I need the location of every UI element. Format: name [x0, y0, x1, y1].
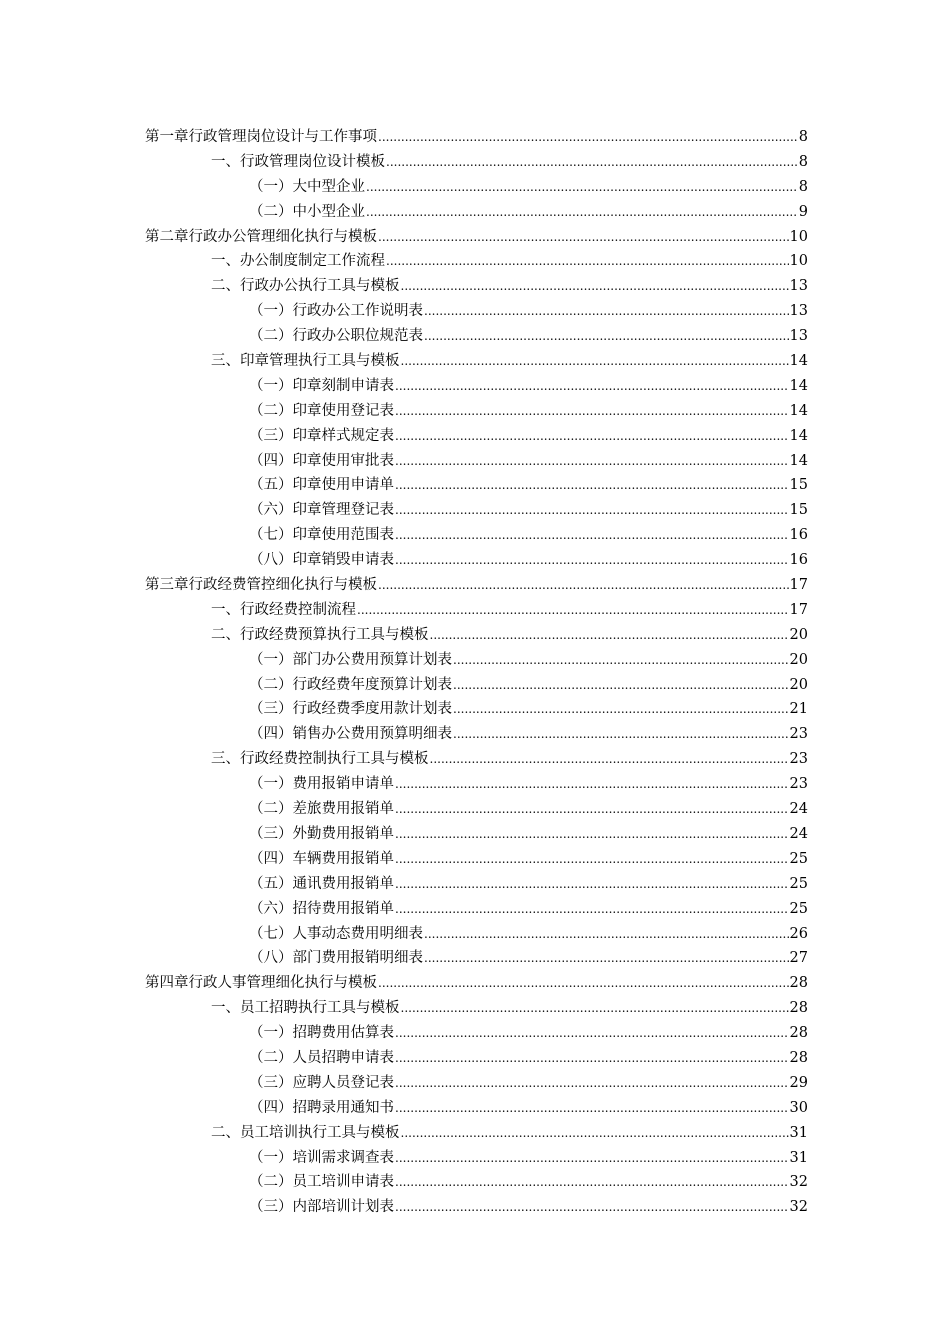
- toc-dot-leader: [378, 573, 789, 598]
- toc-chapter-number: 第一章: [145, 129, 189, 145]
- toc-entry-title: （三）内部培训计划表: [249, 1199, 394, 1216]
- toc-entry-title: （六）印章管理登记表: [249, 502, 394, 519]
- toc-subsection-entry[interactable]: [145, 772, 808, 797]
- toc-entry-title: （八）印章销毁申请表: [249, 552, 394, 569]
- toc-dot-leader: [453, 648, 789, 673]
- toc-dot-leader: [395, 449, 789, 474]
- toc-page-number: 28: [789, 1000, 808, 1017]
- toc-section-entry[interactable]: [145, 274, 808, 299]
- toc-entry-title: 行政人事管理细化执行与模板: [188, 975, 377, 992]
- toc-entry-title: （一）大中型企业: [249, 178, 365, 195]
- toc-subsection-entry[interactable]: [145, 548, 808, 573]
- toc-dot-leader: [395, 523, 789, 548]
- toc-page-number: 20: [789, 626, 808, 643]
- toc-dot-leader: [395, 1170, 789, 1195]
- toc-subsection-entry[interactable]: [145, 872, 808, 897]
- toc-section-entry[interactable]: [145, 150, 808, 175]
- toc-chapter-entry[interactable]: [145, 225, 808, 250]
- toc-chapter-number: 第四章: [145, 975, 189, 992]
- toc-page-number: 10: [789, 228, 808, 245]
- toc-entry-title: （二）中小型企业: [249, 203, 365, 220]
- toc-section-entry[interactable]: [145, 996, 808, 1021]
- toc-dot-leader: [395, 424, 789, 449]
- toc-dot-leader: [378, 125, 798, 150]
- table-of-contents: [145, 125, 808, 1220]
- toc-page-number: 14: [789, 377, 808, 394]
- toc-entry-title: （二）人员招聘申请表: [249, 1049, 394, 1066]
- toc-entry-title: （三）行政经费季度用款计划表: [249, 701, 452, 718]
- toc-dot-leader: [401, 274, 789, 299]
- toc-dot-leader: [401, 996, 789, 1021]
- toc-page-number: 31: [789, 1124, 808, 1141]
- toc-dot-leader: [395, 897, 789, 922]
- toc-page-number: 20: [789, 651, 808, 668]
- toc-page-number: 28: [789, 1049, 808, 1066]
- toc-chapter-entry[interactable]: [145, 125, 808, 150]
- toc-chapter-entry[interactable]: [145, 971, 808, 996]
- toc-entry-title: （二）行政办公职位规范表: [249, 328, 423, 345]
- toc-entry-title: （一）部门办公费用预算计划表: [249, 651, 452, 668]
- toc-page-number: 15: [789, 502, 808, 519]
- toc-page-number: 13: [789, 328, 808, 345]
- toc-dot-leader: [395, 498, 789, 523]
- toc-subsection-entry[interactable]: [145, 424, 808, 449]
- toc-subsection-entry[interactable]: [145, 822, 808, 847]
- toc-entry-title: 一、员工招聘执行工具与模板: [211, 1000, 400, 1017]
- toc-subsection-entry[interactable]: [145, 847, 808, 872]
- toc-dot-leader: [424, 946, 789, 971]
- toc-page-number: 26: [789, 925, 808, 942]
- toc-page-number: 13: [789, 278, 808, 295]
- toc-section-entry[interactable]: [145, 747, 808, 772]
- toc-dot-leader: [366, 175, 798, 200]
- toc-dot-leader: [395, 548, 789, 573]
- toc-dot-leader: [378, 971, 789, 996]
- toc-page-number: 8: [798, 129, 808, 145]
- toc-subsection-entry[interactable]: [145, 648, 808, 673]
- toc-page-number: 24: [789, 801, 808, 818]
- toc-subsection-entry[interactable]: [145, 922, 808, 947]
- toc-page-number: 27: [789, 950, 808, 967]
- toc-dot-leader: [424, 324, 789, 349]
- toc-subsection-entry[interactable]: [145, 1195, 808, 1220]
- toc-subsection-entry[interactable]: [145, 1170, 808, 1195]
- toc-page-number: 8: [798, 153, 808, 170]
- toc-entry-title: （二）行政经费年度预算计划表: [249, 676, 452, 693]
- toc-page-number: 8: [798, 178, 808, 195]
- toc-page-number: 14: [789, 353, 808, 370]
- toc-page-number: 30: [789, 1099, 808, 1116]
- toc-entry-title: （五）印章使用申请单: [249, 477, 394, 494]
- toc-subsection-entry[interactable]: [145, 1046, 808, 1071]
- toc-dot-leader: [401, 349, 789, 374]
- toc-dot-leader: [430, 623, 789, 648]
- toc-page-number: 14: [789, 402, 808, 419]
- toc-dot-leader: [401, 1121, 789, 1146]
- toc-page-number: 9: [798, 203, 808, 220]
- toc-subsection-entry[interactable]: [145, 374, 808, 399]
- toc-page-number: 25: [789, 850, 808, 867]
- toc-page-number: 23: [789, 751, 808, 768]
- toc-chapter-number: 第三章: [145, 577, 189, 594]
- toc-section-entry[interactable]: [145, 1121, 808, 1146]
- toc-dot-leader: [386, 150, 798, 175]
- toc-entry-title: （四）销售办公费用预算明细表: [249, 726, 452, 743]
- toc-entry-title: （一）培训需求调查表: [249, 1149, 394, 1166]
- toc-entry-title: （一）费用报销申请单: [249, 776, 394, 793]
- toc-page-number: 28: [789, 975, 808, 992]
- toc-dot-leader: [395, 797, 789, 822]
- toc-dot-leader: [424, 299, 789, 324]
- toc-dot-leader: [395, 1096, 789, 1121]
- toc-entry-title: （二）员工培训申请表: [249, 1174, 394, 1191]
- toc-dot-leader: [395, 473, 789, 498]
- toc-subsection-entry[interactable]: [145, 200, 808, 225]
- toc-subsection-entry[interactable]: [145, 1071, 808, 1096]
- toc-dot-leader: [395, 374, 789, 399]
- toc-dot-leader: [395, 822, 789, 847]
- toc-subsection-entry[interactable]: [145, 1096, 808, 1121]
- toc-dot-leader: [395, 1195, 789, 1220]
- toc-entry-title: （五）通讯费用报销单: [249, 875, 394, 892]
- toc-subsection-entry[interactable]: [145, 299, 808, 324]
- toc-page-number: 25: [789, 875, 808, 892]
- toc-dot-leader: [430, 747, 789, 772]
- toc-entry-title: （七）印章使用范围表: [249, 527, 394, 544]
- toc-entry-title: （八）部门费用报销明细表: [249, 950, 423, 967]
- toc-chapter-entry[interactable]: [145, 573, 808, 598]
- toc-entry-title: 二、行政办公执行工具与模板: [211, 278, 400, 295]
- toc-dot-leader: [453, 673, 789, 698]
- toc-entry-title: （一）印章刻制申请表: [249, 377, 394, 394]
- toc-entry-title: 一、行政经费控制流程: [211, 601, 356, 618]
- toc-section-entry[interactable]: [145, 249, 808, 274]
- toc-dot-leader: [395, 772, 789, 797]
- toc-dot-leader: [357, 598, 789, 623]
- toc-entry-title: 一、办公制度制定工作流程: [211, 253, 385, 270]
- toc-entry-title: （三）印章样式规定表: [249, 427, 394, 444]
- toc-dot-leader: [453, 697, 789, 722]
- toc-page-number: 16: [789, 527, 808, 544]
- toc-dot-leader: [453, 722, 789, 747]
- toc-page-number: 29: [789, 1074, 808, 1091]
- toc-page-number: 21: [789, 701, 808, 718]
- toc-subsection-entry[interactable]: [145, 797, 808, 822]
- toc-entry-title: 行政管理岗位设计与工作事项: [188, 129, 377, 145]
- toc-page-number: 32: [789, 1174, 808, 1191]
- toc-entry-title: 二、员工培训执行工具与模板: [211, 1124, 400, 1141]
- toc-entry-title: （七）人事动态费用明细表: [249, 925, 423, 942]
- toc-page-number: 16: [789, 552, 808, 569]
- toc-entry-title: （六）招待费用报销单: [249, 900, 394, 917]
- toc-dot-leader: [395, 872, 789, 897]
- toc-entry-title: （三）外勤费用报销单: [249, 825, 394, 842]
- toc-entry-title: （三）应聘人员登记表: [249, 1074, 394, 1091]
- toc-section-entry[interactable]: [145, 623, 808, 648]
- toc-entry-title: （四）印章使用审批表: [249, 452, 394, 469]
- toc-entry-title: 行政办公管理细化执行与模板: [188, 228, 377, 245]
- toc-entry-title: 行政经费管控细化执行与模板: [188, 577, 377, 594]
- toc-subsection-entry[interactable]: [145, 523, 808, 548]
- toc-subsection-entry[interactable]: [145, 1146, 808, 1171]
- toc-subsection-entry[interactable]: [145, 897, 808, 922]
- toc-subsection-entry[interactable]: [145, 449, 808, 474]
- toc-page-number: 17: [789, 577, 808, 594]
- toc-subsection-entry[interactable]: [145, 1021, 808, 1046]
- toc-subsection-entry[interactable]: [145, 946, 808, 971]
- toc-subsection-entry[interactable]: [145, 673, 808, 698]
- toc-page-number: 13: [789, 303, 808, 320]
- toc-subsection-entry[interactable]: [145, 324, 808, 349]
- toc-dot-leader: [395, 1071, 789, 1096]
- toc-page-number: 15: [789, 477, 808, 494]
- toc-entry-title: （四）车辆费用报销单: [249, 850, 394, 867]
- toc-page-number: 24: [789, 825, 808, 842]
- toc-dot-leader: [378, 225, 789, 250]
- toc-entry-title: （一）招聘费用估算表: [249, 1025, 394, 1042]
- toc-entry-title: （二）印章使用登记表: [249, 402, 394, 419]
- toc-page-number: 31: [789, 1149, 808, 1166]
- toc-entry-title: （一）行政办公工作说明表: [249, 303, 423, 320]
- toc-page-number: 14: [789, 427, 808, 444]
- toc-dot-leader: [395, 1046, 789, 1071]
- toc-dot-leader: [386, 249, 789, 274]
- toc-entry-title: 二、行政经费预算执行工具与模板: [211, 626, 429, 643]
- toc-entry-title: 一、行政管理岗位设计模板: [211, 153, 385, 170]
- toc-entry-title: （四）招聘录用通知书: [249, 1099, 394, 1116]
- toc-entry-title: （二）差旅费用报销单: [249, 801, 394, 818]
- toc-dot-leader: [395, 1146, 789, 1171]
- toc-page-number: 32: [789, 1199, 808, 1216]
- toc-entry-title: 三、印章管理执行工具与模板: [211, 353, 400, 370]
- toc-subsection-entry[interactable]: [145, 498, 808, 523]
- toc-subsection-entry[interactable]: [145, 473, 808, 498]
- toc-dot-leader: [395, 847, 789, 872]
- toc-subsection-entry[interactable]: [145, 399, 808, 424]
- toc-page-number: 25: [789, 900, 808, 917]
- toc-page-number: 23: [789, 776, 808, 793]
- toc-section-entry[interactable]: [145, 349, 808, 374]
- toc-subsection-entry[interactable]: [145, 175, 808, 200]
- toc-page-number: 10: [789, 253, 808, 270]
- toc-subsection-entry[interactable]: [145, 697, 808, 722]
- toc-section-entry[interactable]: [145, 598, 808, 623]
- toc-dot-leader: [395, 399, 789, 424]
- toc-page-number: 28: [789, 1025, 808, 1042]
- toc-entry-title: 三、行政经费控制执行工具与模板: [211, 751, 429, 768]
- toc-page-number: 23: [789, 726, 808, 743]
- toc-dot-leader: [366, 200, 798, 225]
- toc-dot-leader: [395, 1021, 789, 1046]
- toc-subsection-entry[interactable]: [145, 722, 808, 747]
- toc-page-number: 17: [789, 601, 808, 618]
- toc-page-number: 14: [789, 452, 808, 469]
- toc-page-number: 20: [789, 676, 808, 693]
- toc-chapter-number: 第二章: [145, 228, 189, 245]
- toc-dot-leader: [424, 922, 789, 947]
